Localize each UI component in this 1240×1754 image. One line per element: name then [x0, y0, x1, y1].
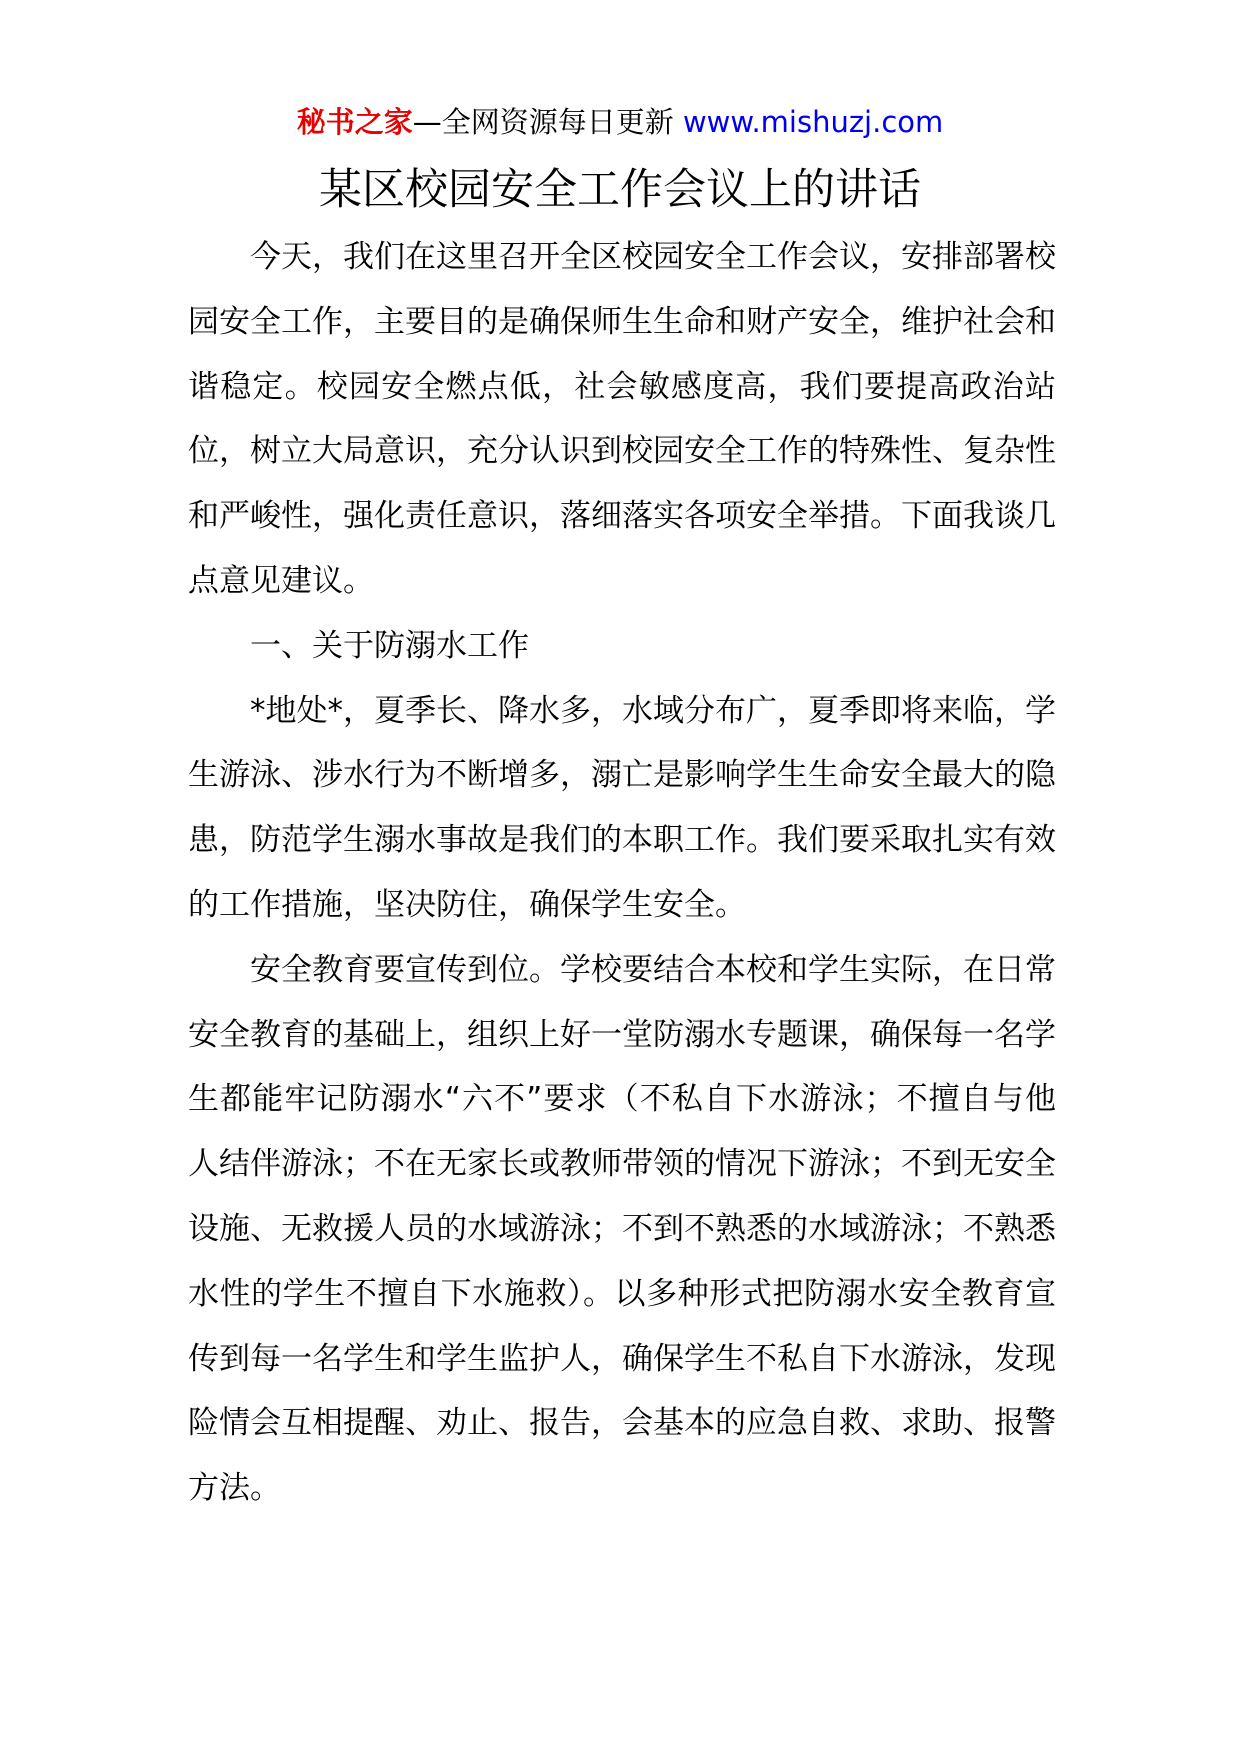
paragraph-drowning-context: *地处*，夏季长、降水多，水域分布广，夏季即将来临，学生游泳、涉水行为不断增多，溺亡是影响学生生命安全最大的隐患，防范学生溺水事故是我们的本职工作。我们要采取扎实有效的工作措施，坚决防住，确保学生安全。 — [188, 692, 1056, 923]
document-body — [188, 225, 1056, 1521]
site-brand: 秘书之家 — [296, 105, 413, 139]
paragraph-intro: 今天，我们在这里召开全区校园安全工作会议，安排部署校园安全工作，主要目的是确保师生生命和财产安全，维护社会和谐稳定。校园安全燃点低，社会敏感度高，我们要提高政治站位，树立大局意识，充分认识到校园安全工作的特殊性、复杂性和严峻性，强化责任意识，落细落实各项安全举措。下面我谈几点意见建议。 — [188, 239, 1056, 599]
section-heading-drowning: 一、关于防溺水工作 — [250, 627, 529, 664]
site-url-link[interactable]: www.mishuzj.com — [682, 105, 944, 139]
site-header — [0, 100, 1240, 144]
paragraph-safety-education: 安全教育要宣传到位。学校要结合本校和学生实际，在日常安全教育的基础上，组织上好一堂防溺水专题课，确保每一名学生都能牢记防溺水“六不”要求（不私自下水游泳；不擅自与他人结伴游泳；不在无家长或教师带领的情况下游泳；不到无安全设施、无救援人员的水域游泳；不到不熟悉的水域游泳；不熟悉水性的学生不擅自下水施救）。以多种形式把防溺水安全教育宣传到每一名学生和学生监护人，确保学生不私自下水游泳，发现险情会互相提醒、劝止、报告，会基本的应急自救、求助、报警方法。 — [188, 951, 1056, 1507]
site-tagline: —全网资源每日更新 — [412, 105, 683, 139]
document-title: 某区校园安全工作会议上的讲话 — [319, 165, 921, 215]
